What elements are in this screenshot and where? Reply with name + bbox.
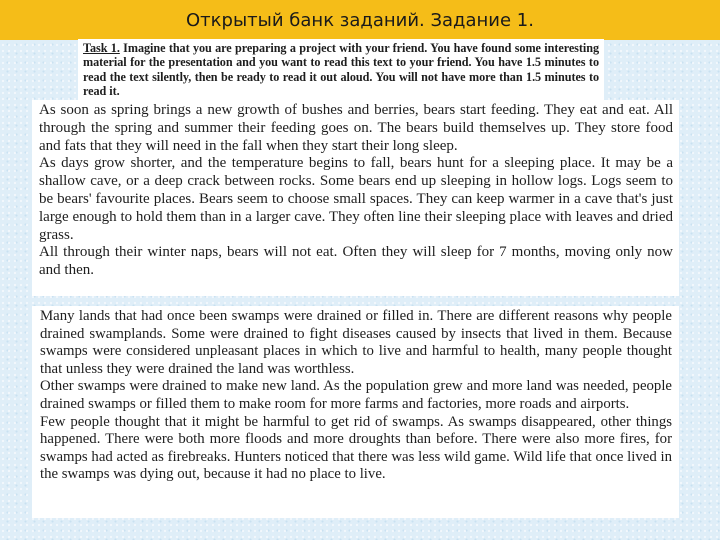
bears-paragraph-3: All through their winter naps, bears will not eat. Often they will sleep for 7 months, moving only now and then. bbox=[39, 244, 673, 279]
slide-title: Открытый банк заданий. Задание 1. bbox=[186, 9, 534, 31]
swamps-paragraph-3: Few people thought that it might be harmful to get rid of swamps. As swamps disappeared, other things happened. There were both more floods and more droughts than before. There were also more fires, for swamps had acted as firebreaks. Hunters noticed that there was less wild game. Wild life that once lived in the swamps was dying out, because it had no place to live. bbox=[40, 413, 672, 483]
task-instructions-text: Imagine that you are preparing a project with your friend. You have found some interesting material for the presentation and you want to read this text to your friend. You have 1.5 minutes to read the text silently, then be ready to read it out aloud. You will not have more than 1.5 minutes to read it. bbox=[83, 41, 599, 99]
bears-text-panel bbox=[32, 100, 679, 296]
task-instructions-panel bbox=[78, 39, 604, 100]
swamps-paragraph-1: Many lands that had once been swamps were drained or filled in. There are different reasons why people drained swamplands. Some were drained to fight diseases caused by insects that lived in them. Because swamps were considered unpleasant places in which to live and harmful to health, many people thought that unless they were drained the land was worthless. bbox=[40, 308, 672, 377]
task-label: Task 1. bbox=[83, 41, 120, 55]
swamps-paragraph-2: Other swamps were drained to make new land. As the population grew and more land was needed, people drained swamps or filled them to make room for more farms and factories, more roads and airports. bbox=[40, 378, 672, 412]
task-instructions bbox=[83, 41, 599, 99]
bears-paragraph-1: As soon as spring brings a new growth of bushes and berries, bears start feeding. They eat and eat. All through the spring and summer their feeding goes on. The bears build themselves up. They store food and fats that they will need in the fall when they start their long sleep. bbox=[39, 102, 673, 154]
bears-paragraph-2: As days grow shorter, and the temperature begins to fall, bears hunt for a sleeping place. It may be a shallow cave, or a deep crack between rocks. Some bears end up sleeping in hollow logs. Logs seem to be bears' favourite places. Bears seem to choose small spaces. They can keep warmer in a cave that's just large enough to hold them than in a larger cave. They often line their sleeping place with leaves and dried grass. bbox=[39, 155, 673, 243]
slide-title-bar bbox=[0, 0, 720, 40]
swamps-text-panel bbox=[32, 306, 679, 518]
